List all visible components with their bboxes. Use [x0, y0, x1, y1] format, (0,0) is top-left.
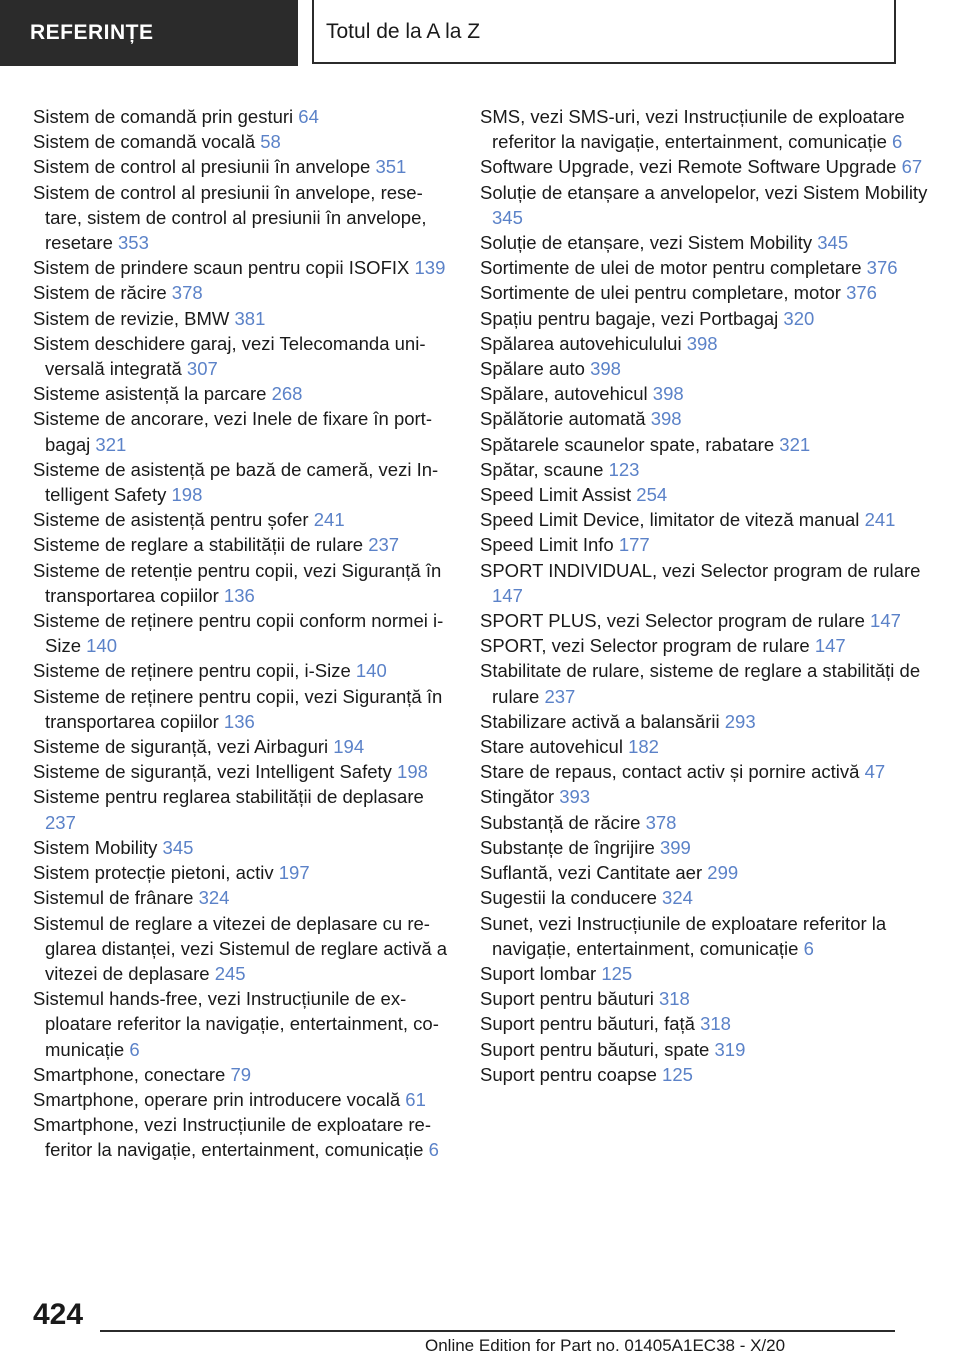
- chapter-tab: Totul de la A la Z: [312, 0, 896, 64]
- index-entry-text: Stabilizare activă a balansării: [480, 710, 720, 732]
- index-entry-text: SPORT, vezi Selector program de rulare: [480, 635, 810, 657]
- index-entry: [33, 986, 453, 1062]
- index-entry-text: Sisteme asistență la parcare: [33, 383, 267, 405]
- index-page-link[interactable]: 125: [662, 1063, 693, 1085]
- index-entry-text: Sisteme de siguranță, vezi Intelligent Safety: [33, 761, 392, 783]
- index-entry: [480, 255, 930, 280]
- index-page-link[interactable]: 6: [803, 937, 814, 959]
- index-entry: [33, 835, 453, 860]
- index-page-link[interactable]: 398: [652, 383, 684, 405]
- index-page-link[interactable]: 324: [198, 887, 230, 909]
- index-entry-text: Sisteme de reținere pentru copii, i-Size: [33, 660, 351, 682]
- index-entry: [480, 1037, 930, 1062]
- index-entry: [33, 885, 453, 910]
- index-entry: [33, 104, 453, 129]
- index-entry-text: Suport pentru băuturi, față: [480, 1013, 695, 1035]
- index-entry-text: Soluție de etanșare a anvelopelor, vezi Sistem Mobility: [480, 181, 928, 203]
- index-entry: [33, 457, 453, 507]
- index-entry: [33, 608, 453, 658]
- index-entry-text: Stingător: [480, 786, 555, 808]
- index-page-link[interactable]: 376: [866, 257, 898, 279]
- index-page-link[interactable]: 268: [271, 383, 303, 405]
- index-page-link[interactable]: 198: [171, 484, 203, 506]
- index-entry: [480, 507, 930, 532]
- index-entry-text: Soluție de etanșare, vezi Sistem Mobility: [480, 232, 813, 254]
- index-entry: [480, 810, 930, 835]
- index-page-link[interactable]: 139: [414, 257, 446, 279]
- index-page-link[interactable]: 58: [260, 131, 281, 153]
- index-entry: [480, 406, 930, 431]
- index-page-link[interactable]: 393: [559, 786, 591, 808]
- index-page-link[interactable]: 147: [814, 635, 846, 657]
- index-entry-text: Suport pentru coapse: [480, 1063, 657, 1085]
- index-entry-text: Spălare auto: [480, 358, 585, 380]
- index-entry: [480, 381, 930, 406]
- index-page-link[interactable]: 6: [428, 1139, 439, 1161]
- index-entry: [33, 684, 453, 734]
- index-entry-text: Sisteme de reținere pentru copii, vezi Siguranță în transportarea copiilor: [33, 685, 443, 732]
- index-entry: [480, 154, 930, 179]
- index-page-link[interactable]: 182: [628, 736, 659, 758]
- index-entry-text: Suflantă, vezi Cantitate aer: [480, 862, 703, 884]
- index-page-link[interactable]: 321: [95, 433, 127, 455]
- index-entry-text: Spălarea autovehiculului: [480, 332, 682, 354]
- index-entry-text: Sistemul de frânare: [33, 887, 194, 909]
- index-column-left: [33, 104, 453, 1163]
- index-page-link[interactable]: 61: [405, 1088, 426, 1110]
- index-page-link[interactable]: 136: [223, 584, 255, 606]
- index-entry: [33, 381, 453, 406]
- index-entry: [33, 1087, 453, 1112]
- index-entry-text: Sisteme de asistență pentru șofer: [33, 509, 309, 531]
- index-entry: [33, 784, 453, 834]
- index-page-link[interactable]: 319: [714, 1038, 746, 1060]
- index-page-link[interactable]: 324: [662, 887, 693, 909]
- index-page-link[interactable]: 194: [333, 736, 365, 758]
- index-entry: [480, 860, 930, 885]
- index-entry: [33, 558, 453, 608]
- index-entry-text: Suport pentru băuturi, spate: [480, 1038, 710, 1060]
- index-page-link[interactable]: 123: [608, 458, 640, 480]
- index-page-link[interactable]: 321: [779, 433, 811, 455]
- index-entry: [33, 406, 453, 456]
- index-entry-text: Sisteme de reglare a stabilității de rulare: [33, 534, 364, 556]
- index-entry: [480, 633, 930, 658]
- index-entry-text: Spațiu pentru bagaje, vezi Portbagaj: [480, 307, 779, 329]
- index-entry-text: Suport pentru băuturi: [480, 988, 654, 1010]
- index-entry-text: Sistemul hands-free, vezi Instrucțiunile de exploatare referitor la navigație, entertainment, comunicație: [33, 988, 439, 1060]
- index-entry: [480, 1062, 930, 1087]
- footer-divider: [100, 1330, 895, 1332]
- index-entry-text: Substanță de răcire: [480, 811, 641, 833]
- footer-edition-text: Online Edition for Part no. 01405A1EC38 - X/20: [425, 1336, 786, 1355]
- index-page-link[interactable]: 79: [230, 1063, 252, 1085]
- index-entry-text: Spălătorie automată: [480, 408, 646, 430]
- index-entry-text: Sortimente de ulei de motor pentru completare: [480, 257, 862, 279]
- index-entry-text: Sisteme de retenție pentru copii, vezi Siguranță în transportarea copiilor: [33, 559, 442, 606]
- index-page-link[interactable]: 399: [659, 836, 691, 858]
- index-entry: [480, 986, 930, 1011]
- index-entry-text: Sistem de comandă prin gesturi: [33, 106, 294, 127]
- index-entry: [480, 658, 930, 708]
- index-entry-text: SPORT INDIVIDUAL, vezi Selector program de rulare: [480, 559, 921, 581]
- index-page-link[interactable]: 398: [686, 332, 718, 354]
- index-entry-text: Speed Limit Info: [480, 534, 614, 556]
- index-column-right: [480, 104, 930, 1087]
- index-page-link[interactable]: 197: [278, 862, 310, 884]
- index-page-link[interactable]: 147: [870, 610, 901, 632]
- index-entry: [480, 280, 930, 305]
- index-page-link[interactable]: 125: [601, 962, 633, 984]
- index-entry-text: SPORT PLUS, vezi Selector program de rulare: [480, 610, 865, 632]
- index-entry-text: Sistem de prindere scaun pentru copii ISOFIX: [33, 257, 410, 279]
- index-entry: [33, 759, 453, 784]
- index-entry: [480, 356, 930, 381]
- index-entry-text: Sortimente de ulei pentru completare, motor: [480, 282, 841, 304]
- index-entry-text: Speed Limit Device, limitator de viteză manual: [480, 509, 860, 531]
- index-entry: [480, 1011, 930, 1036]
- index-page-link[interactable]: 177: [618, 534, 650, 556]
- index-entry: [480, 457, 930, 482]
- index-entry: [480, 784, 930, 809]
- index-page-link[interactable]: 378: [171, 282, 203, 304]
- index-entry: [480, 885, 930, 910]
- index-entry: [33, 860, 453, 885]
- index-entry: [480, 432, 930, 457]
- page-header: [0, 0, 960, 66]
- index-page-link[interactable]: 381: [234, 307, 266, 329]
- index-entry-text: Stare autovehicul: [480, 736, 623, 758]
- index-page-link[interactable]: 64: [298, 106, 319, 127]
- index-entry-text: Sisteme de reținere pentru copii conform normei i-Size: [33, 610, 444, 657]
- page-number: 424: [33, 1298, 84, 1331]
- index-entry: [480, 104, 930, 154]
- index-page-link[interactable]: 345: [162, 836, 194, 858]
- index-entry: [480, 835, 930, 860]
- index-entry-text: Sisteme de asistență pe bază de cameră, vezi Intelligent Safety: [33, 458, 439, 506]
- index-entry-text: Sistem deschidere garaj, vezi Telecomanda universală integrată: [33, 332, 426, 380]
- index-entry: [480, 911, 930, 961]
- index-page-link[interactable]: 345: [492, 206, 523, 228]
- index-entry-text: Sistemul de reglare a vitezei de deplasare cu reglarea distanței, vezi Sistemul de reglare activă a vitezei de deplasare: [33, 912, 448, 984]
- index-entry: [480, 961, 930, 986]
- index-entry-text: Sistem de comandă vocală: [33, 131, 256, 153]
- index-entry-text: Spătar, scaune: [480, 458, 604, 480]
- index-entry: [480, 482, 930, 507]
- index-entry: [33, 180, 453, 256]
- index-entry-text: Spătarele scaunelor spate, rabatare: [480, 433, 775, 455]
- index-page-link[interactable]: 398: [650, 408, 682, 430]
- index-entry-text: Sunet, vezi Instrucțiunile de exploatare referitor la navigație, entertainment, comunicație: [480, 912, 887, 959]
- index-page-link[interactable]: 376: [846, 282, 877, 304]
- index-entry-text: Suport lombar: [480, 962, 597, 984]
- index-entry: [33, 154, 453, 179]
- index-entry: [480, 306, 930, 331]
- index-entry: [480, 180, 930, 230]
- index-entry-text: Sistem Mobility: [33, 836, 158, 858]
- index-page-link[interactable]: 320: [783, 307, 815, 329]
- index-entry-text: SMS, vezi SMS-uri, vezi Instrucțiunile de exploatare referitor la navigație, entertainment, comunicație: [480, 106, 905, 153]
- index-page-link[interactable]: 198: [397, 761, 428, 783]
- index-page-link[interactable]: 293: [724, 710, 756, 732]
- index-page-link[interactable]: 6: [892, 131, 903, 153]
- index-entry-text: Smartphone, operare prin introducere vocală: [33, 1088, 401, 1110]
- index-page-link[interactable]: 241: [864, 509, 896, 531]
- index-entry-text: Speed Limit Assist: [480, 484, 632, 506]
- index-page-link[interactable]: 6: [129, 1038, 140, 1060]
- index-entry: [33, 129, 453, 154]
- index-page-link[interactable]: 245: [214, 962, 246, 984]
- index-entry-text: Sisteme de ancorare, vezi Inele de fixare în portbagaj: [33, 408, 432, 455]
- index-entry: [480, 608, 930, 633]
- index-entry-text: Sisteme pentru reglarea stabilității de deplasare: [33, 786, 424, 808]
- index-entry-text: Sistem de răcire: [33, 282, 167, 304]
- index-page-link[interactable]: 136: [223, 710, 255, 732]
- index-page-link[interactable]: 67: [901, 156, 923, 178]
- index-page-link[interactable]: 378: [645, 811, 677, 833]
- index-entry-text: Sistem protecție pietoni, activ: [33, 862, 274, 884]
- index-entry: [480, 230, 930, 255]
- index-entry: [33, 658, 453, 683]
- index-entry: [33, 280, 453, 305]
- index-page-link[interactable]: 237: [368, 534, 400, 556]
- index-entry: [33, 306, 453, 331]
- index-entry: [33, 255, 453, 280]
- index-entry-text: Software Upgrade, vezi Remote Software Upgrade: [480, 156, 897, 178]
- index-entry: [33, 1112, 453, 1162]
- index-entry: [480, 709, 930, 734]
- index-entry-text: Spălare, autovehicul: [480, 383, 648, 405]
- index-page-link[interactable]: 237: [45, 811, 76, 833]
- index-entry: [480, 558, 930, 608]
- index-page-link[interactable]: 140: [355, 660, 387, 682]
- index-entry: [33, 734, 453, 759]
- index-page-link[interactable]: 241: [313, 509, 345, 531]
- index-entry-text: Sistem de revizie, BMW: [33, 307, 230, 329]
- index-entry-text: Substanțe de îngrijire: [480, 836, 655, 858]
- index-entry: [33, 331, 453, 381]
- index-page-link[interactable]: 237: [544, 685, 576, 707]
- index-page-link[interactable]: 140: [86, 635, 118, 657]
- index-page-link[interactable]: 47: [864, 761, 886, 783]
- index-entry: [480, 331, 930, 356]
- index-page-link[interactable]: 351: [375, 156, 407, 178]
- index-entry-text: Stabilitate de rulare, sisteme de reglare a stabilități de rulare: [480, 660, 921, 707]
- index-entry-text: Stare de repaus, contact activ și pornire activă: [480, 761, 860, 783]
- index-page-link[interactable]: 307: [186, 358, 218, 380]
- index-page-link[interactable]: 318: [700, 1013, 731, 1035]
- index-page-link[interactable]: 398: [590, 358, 621, 380]
- index-entry-text: Sistem de control al presiunii în anvelope, resetare, sistem de control al presiunii în anvelope, resetare: [33, 181, 427, 254]
- index-entry: [33, 532, 453, 557]
- index-entry-text: Sugestii la conducere: [480, 887, 657, 909]
- section-tab: REFERINȚE: [0, 0, 298, 66]
- index-entry-text: Sistem de control al presiunii în anvelope: [33, 156, 371, 178]
- index-entry-text: Smartphone, conectare: [33, 1063, 226, 1085]
- index-entry: [33, 1062, 453, 1087]
- index-entry: [33, 507, 453, 532]
- index-page-link[interactable]: 147: [492, 584, 523, 606]
- index-page-link[interactable]: 353: [118, 232, 149, 254]
- index-entry-text: Sisteme de siguranță, vezi Airbaguri: [33, 736, 329, 758]
- index-page-link[interactable]: 299: [707, 862, 739, 884]
- index-entry: [480, 734, 930, 759]
- index-entry: [480, 532, 930, 557]
- index-page-link[interactable]: 318: [658, 988, 690, 1010]
- index-entry: [33, 911, 453, 987]
- index-entry-text: Smartphone, vezi Instrucțiunile de exploatare referitor la navigație, entertainment, comunicație: [33, 1114, 431, 1161]
- index-page-link[interactable]: 345: [817, 232, 849, 254]
- index-entry: [480, 759, 930, 784]
- index-page-link[interactable]: 254: [636, 484, 668, 506]
